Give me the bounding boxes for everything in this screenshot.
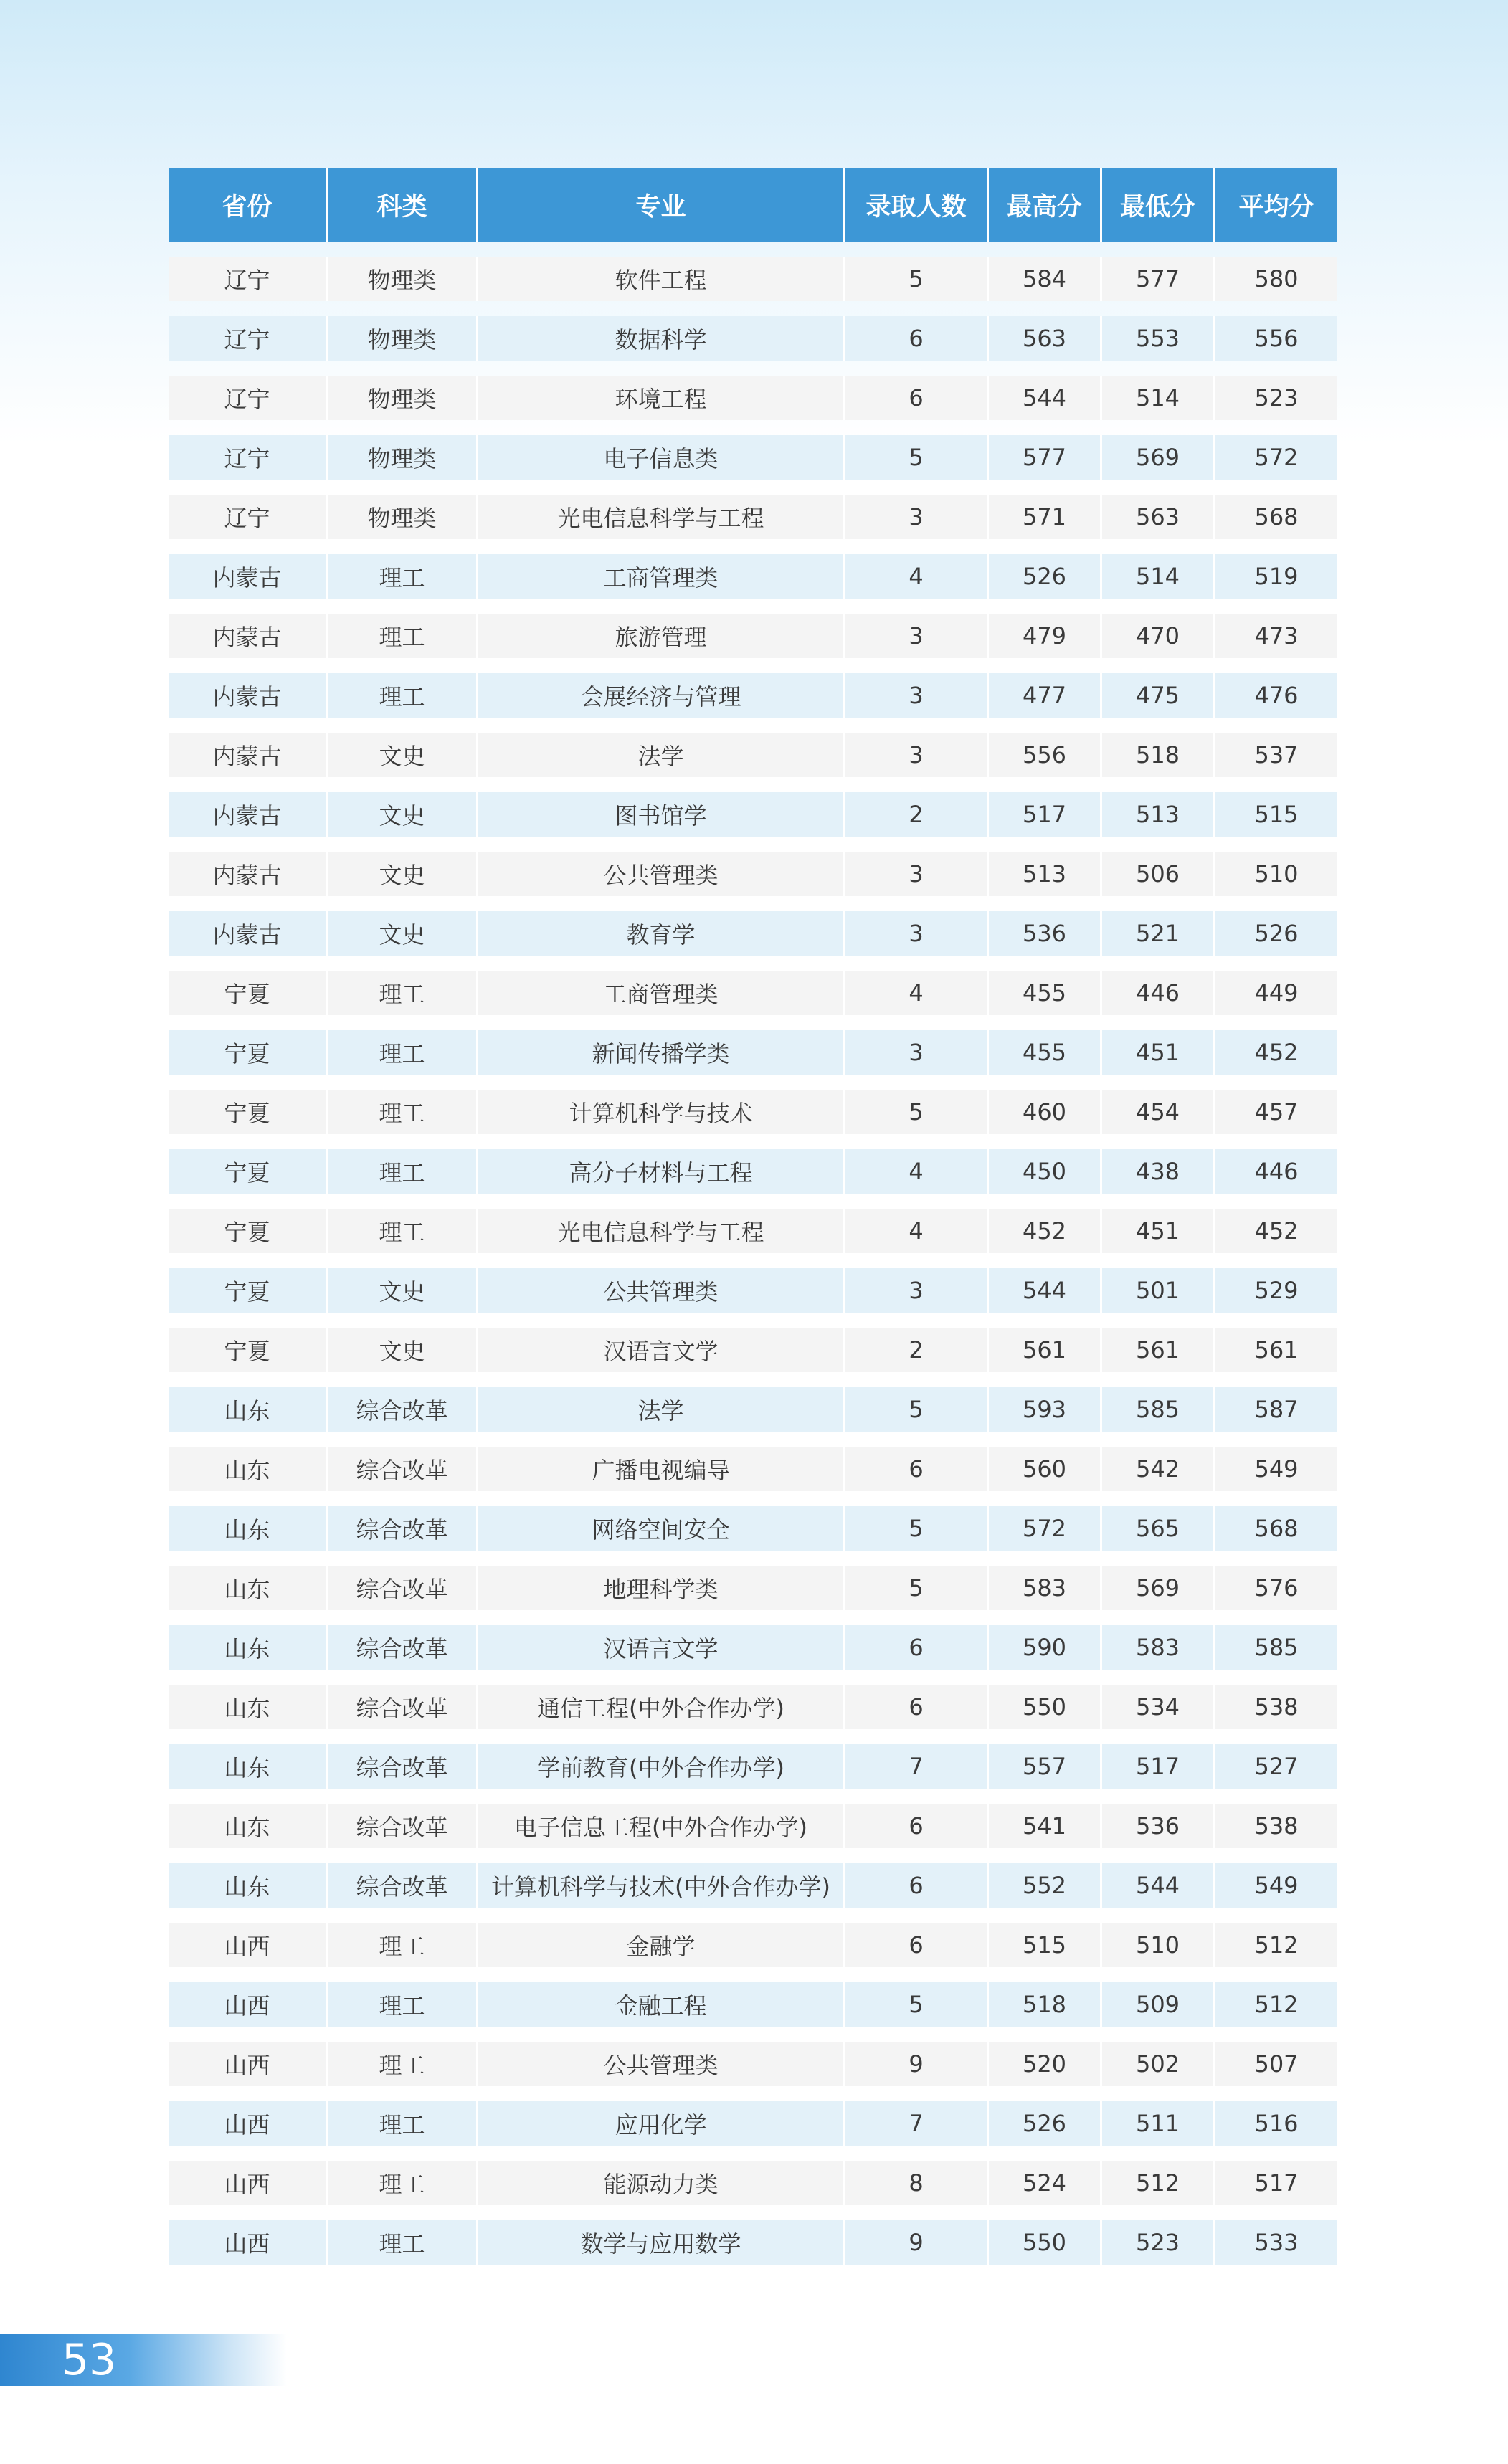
cell-major: 学前教育(中外合作办学): [478, 1744, 845, 1789]
cell-min-score: 438: [1102, 1149, 1215, 1194]
table-row: [169, 2220, 1337, 2265]
cell-avg-score: 516: [1215, 2101, 1337, 2146]
table-row: [169, 1744, 1337, 1789]
cell-category: 理工: [328, 2161, 478, 2205]
cell-admitted: 6: [845, 316, 989, 361]
cell-province: 宁夏: [169, 1030, 328, 1075]
cell-max-score: 520: [989, 2042, 1102, 2086]
cell-admitted: 5: [845, 1566, 989, 1610]
cell-max-score: 571: [989, 495, 1102, 539]
cell-min-score: 454: [1102, 1090, 1215, 1134]
cell-avg-score: 457: [1215, 1090, 1337, 1134]
cell-max-score: 536: [989, 911, 1102, 956]
cell-major: 计算机科学与技术(中外合作办学): [478, 1863, 845, 1908]
cell-avg-score: 587: [1215, 1387, 1337, 1432]
cell-category: 理工: [328, 971, 478, 1015]
table-row: [169, 1387, 1337, 1432]
cell-min-score: 523: [1102, 2220, 1215, 2265]
cell-province: 山西: [169, 2042, 328, 2086]
table-row: [169, 614, 1337, 658]
cell-avg-score: 549: [1215, 1447, 1337, 1491]
cell-max-score: 577: [989, 435, 1102, 480]
cell-admitted: 6: [845, 376, 989, 420]
cell-min-score: 510: [1102, 1923, 1215, 1967]
cell-min-score: 542: [1102, 1447, 1215, 1491]
cell-max-score: 515: [989, 1923, 1102, 1967]
cell-category: 物理类: [328, 316, 478, 361]
cell-avg-score: 523: [1215, 376, 1337, 420]
cell-category: 综合改革: [328, 1685, 478, 1729]
cell-category: 理工: [328, 2220, 478, 2265]
cell-avg-score: 515: [1215, 792, 1337, 837]
cell-admitted: 8: [845, 2161, 989, 2205]
cell-min-score: 451: [1102, 1030, 1215, 1075]
table-row: [169, 1447, 1337, 1491]
table-row: [169, 1804, 1337, 1848]
table-row: [169, 792, 1337, 837]
cell-avg-score: 507: [1215, 2042, 1337, 2086]
cell-province: 辽宁: [169, 435, 328, 480]
cell-major: 汉语言文学: [478, 1328, 845, 1372]
cell-avg-score: 512: [1215, 1982, 1337, 2027]
cell-max-score: 541: [989, 1804, 1102, 1848]
table-row: [169, 2101, 1337, 2146]
cell-avg-score: 549: [1215, 1863, 1337, 1908]
cell-avg-score: 585: [1215, 1625, 1337, 1670]
cell-admitted: 7: [845, 1744, 989, 1789]
admission-scores-table: [169, 168, 1337, 2265]
cell-major: 新闻传播学类: [478, 1030, 845, 1075]
cell-category: 理工: [328, 1149, 478, 1194]
cell-category: 文史: [328, 911, 478, 956]
cell-min-score: 514: [1102, 376, 1215, 420]
cell-category: 综合改革: [328, 1447, 478, 1491]
cell-province: 山东: [169, 1625, 328, 1670]
cell-major: 地理科学类: [478, 1566, 845, 1610]
table-row: [169, 1328, 1337, 1372]
cell-province: 山西: [169, 2220, 328, 2265]
table-row: [169, 1923, 1337, 1967]
cell-admitted: 3: [845, 911, 989, 956]
cell-min-score: 536: [1102, 1804, 1215, 1848]
cell-max-score: 584: [989, 257, 1102, 301]
cell-avg-score: 538: [1215, 1804, 1337, 1848]
cell-admitted: 5: [845, 435, 989, 480]
cell-admitted: 9: [845, 2042, 989, 2086]
cell-admitted: 9: [845, 2220, 989, 2265]
cell-major: 会展经济与管理: [478, 673, 845, 718]
cell-admitted: 4: [845, 971, 989, 1015]
cell-province: 山东: [169, 1804, 328, 1848]
cell-major: 网络空间安全: [478, 1506, 845, 1551]
cell-major: 光电信息科学与工程: [478, 1209, 845, 1253]
table-row: [169, 1268, 1337, 1313]
cell-admitted: 3: [845, 614, 989, 658]
table-row: [169, 1566, 1337, 1610]
cell-max-score: 550: [989, 2220, 1102, 2265]
cell-province: 山东: [169, 1566, 328, 1610]
table-row: [169, 2161, 1337, 2205]
cell-avg-score: 452: [1215, 1209, 1337, 1253]
cell-admitted: 3: [845, 1268, 989, 1313]
cell-province: 山东: [169, 1387, 328, 1432]
cell-min-score: 506: [1102, 852, 1215, 896]
cell-avg-score: 537: [1215, 733, 1337, 777]
cell-max-score: 550: [989, 1685, 1102, 1729]
cell-avg-score: 580: [1215, 257, 1337, 301]
cell-avg-score: 538: [1215, 1685, 1337, 1729]
cell-max-score: 544: [989, 376, 1102, 420]
cell-admitted: 3: [845, 495, 989, 539]
cell-category: 理工: [328, 673, 478, 718]
cell-category: 理工: [328, 554, 478, 599]
cell-avg-score: 519: [1215, 554, 1337, 599]
cell-min-score: 569: [1102, 435, 1215, 480]
cell-major: 金融工程: [478, 1982, 845, 2027]
cell-major: 应用化学: [478, 2101, 845, 2146]
cell-major: 数据科学: [478, 316, 845, 361]
table-row: [169, 733, 1337, 777]
cell-major: 公共管理类: [478, 852, 845, 896]
cell-admitted: 4: [845, 1149, 989, 1194]
cell-admitted: 5: [845, 1982, 989, 2027]
cell-max-score: 452: [989, 1209, 1102, 1253]
cell-admitted: 5: [845, 1387, 989, 1432]
cell-admitted: 6: [845, 1804, 989, 1848]
cell-min-score: 577: [1102, 257, 1215, 301]
cell-province: 宁夏: [169, 1149, 328, 1194]
cell-avg-score: 512: [1215, 1923, 1337, 1967]
cell-major: 软件工程: [478, 257, 845, 301]
cell-avg-score: 533: [1215, 2220, 1337, 2265]
cell-admitted: 7: [845, 2101, 989, 2146]
cell-avg-score: 568: [1215, 1506, 1337, 1551]
cell-min-score: 553: [1102, 316, 1215, 361]
cell-admitted: 3: [845, 673, 989, 718]
cell-province: 山东: [169, 1447, 328, 1491]
cell-province: 宁夏: [169, 971, 328, 1015]
cell-min-score: 585: [1102, 1387, 1215, 1432]
cell-avg-score: 446: [1215, 1149, 1337, 1194]
cell-avg-score: 473: [1215, 614, 1337, 658]
cell-max-score: 526: [989, 2101, 1102, 2146]
table-header: [169, 168, 1337, 242]
cell-province: 山东: [169, 1744, 328, 1789]
cell-max-score: 561: [989, 1328, 1102, 1372]
cell-min-score: 583: [1102, 1625, 1215, 1670]
cell-max-score: 455: [989, 971, 1102, 1015]
table-row: [169, 1506, 1337, 1551]
table-body: [169, 257, 1337, 2265]
cell-avg-score: 568: [1215, 495, 1337, 539]
cell-admitted: 3: [845, 1030, 989, 1075]
cell-category: 综合改革: [328, 1744, 478, 1789]
cell-province: 内蒙古: [169, 673, 328, 718]
cell-province: 山西: [169, 1923, 328, 1967]
cell-max-score: 563: [989, 316, 1102, 361]
cell-major: 旅游管理: [478, 614, 845, 658]
page-number: 53: [62, 2335, 117, 2385]
cell-category: 理工: [328, 614, 478, 658]
cell-category: 理工: [328, 1982, 478, 2027]
cell-province: 辽宁: [169, 316, 328, 361]
cell-avg-score: 476: [1215, 673, 1337, 718]
cell-max-score: 450: [989, 1149, 1102, 1194]
header-province: 省份: [169, 168, 328, 242]
header-category: 科类: [328, 168, 478, 242]
cell-avg-score: 556: [1215, 316, 1337, 361]
cell-max-score: 460: [989, 1090, 1102, 1134]
cell-max-score: 479: [989, 614, 1102, 658]
cell-max-score: 544: [989, 1268, 1102, 1313]
cell-category: 文史: [328, 852, 478, 896]
cell-major: 能源动力类: [478, 2161, 845, 2205]
header-min-score: 最低分: [1102, 168, 1215, 242]
cell-category: 物理类: [328, 495, 478, 539]
cell-major: 公共管理类: [478, 1268, 845, 1313]
cell-category: 物理类: [328, 376, 478, 420]
table-row: [169, 554, 1337, 599]
cell-min-score: 569: [1102, 1566, 1215, 1610]
cell-admitted: 2: [845, 1328, 989, 1372]
cell-major: 数学与应用数学: [478, 2220, 845, 2265]
cell-province: 内蒙古: [169, 852, 328, 896]
cell-max-score: 455: [989, 1030, 1102, 1075]
cell-admitted: 6: [845, 1685, 989, 1729]
cell-admitted: 3: [845, 852, 989, 896]
cell-avg-score: 561: [1215, 1328, 1337, 1372]
cell-province: 山东: [169, 1506, 328, 1551]
cell-major: 金融学: [478, 1923, 845, 1967]
cell-major: 电子信息工程(中外合作办学): [478, 1804, 845, 1848]
cell-avg-score: 452: [1215, 1030, 1337, 1075]
cell-max-score: 556: [989, 733, 1102, 777]
cell-category: 综合改革: [328, 1863, 478, 1908]
table-row: [169, 2042, 1337, 2086]
cell-province: 宁夏: [169, 1328, 328, 1372]
cell-min-score: 511: [1102, 2101, 1215, 2146]
cell-avg-score: 572: [1215, 435, 1337, 480]
cell-max-score: 513: [989, 852, 1102, 896]
cell-category: 物理类: [328, 435, 478, 480]
cell-admitted: 4: [845, 1209, 989, 1253]
cell-avg-score: 510: [1215, 852, 1337, 896]
cell-max-score: 560: [989, 1447, 1102, 1491]
cell-max-score: 557: [989, 1744, 1102, 1789]
cell-max-score: 572: [989, 1506, 1102, 1551]
table-row: [169, 852, 1337, 896]
cell-admitted: 5: [845, 257, 989, 301]
table-row: [169, 1685, 1337, 1729]
cell-min-score: 513: [1102, 792, 1215, 837]
cell-avg-score: 449: [1215, 971, 1337, 1015]
cell-avg-score: 529: [1215, 1268, 1337, 1313]
cell-min-score: 534: [1102, 1685, 1215, 1729]
cell-category: 文史: [328, 1328, 478, 1372]
table-row: [169, 1625, 1337, 1670]
cell-province: 内蒙古: [169, 911, 328, 956]
cell-avg-score: 576: [1215, 1566, 1337, 1610]
table-row: [169, 1030, 1337, 1075]
cell-category: 综合改革: [328, 1506, 478, 1551]
cell-province: 山西: [169, 2101, 328, 2146]
header-max-score: 最高分: [989, 168, 1102, 242]
header-admitted: 录取人数: [845, 168, 989, 242]
cell-major: 环境工程: [478, 376, 845, 420]
cell-province: 宁夏: [169, 1090, 328, 1134]
table-row: [169, 1863, 1337, 1908]
cell-admitted: 2: [845, 792, 989, 837]
cell-major: 法学: [478, 1387, 845, 1432]
cell-max-score: 477: [989, 673, 1102, 718]
cell-major: 广播电视编导: [478, 1447, 845, 1491]
cell-min-score: 521: [1102, 911, 1215, 956]
cell-min-score: 561: [1102, 1328, 1215, 1372]
cell-province: 内蒙古: [169, 733, 328, 777]
cell-category: 理工: [328, 2101, 478, 2146]
cell-avg-score: 526: [1215, 911, 1337, 956]
cell-max-score: 526: [989, 554, 1102, 599]
cell-major: 教育学: [478, 911, 845, 956]
cell-category: 综合改革: [328, 1387, 478, 1432]
cell-province: 宁夏: [169, 1209, 328, 1253]
cell-category: 理工: [328, 1090, 478, 1134]
cell-min-score: 563: [1102, 495, 1215, 539]
cell-avg-score: 527: [1215, 1744, 1337, 1789]
cell-min-score: 544: [1102, 1863, 1215, 1908]
cell-category: 理工: [328, 1923, 478, 1967]
table-row: [169, 495, 1337, 539]
cell-min-score: 446: [1102, 971, 1215, 1015]
cell-max-score: 517: [989, 792, 1102, 837]
cell-province: 内蒙古: [169, 792, 328, 837]
cell-category: 理工: [328, 2042, 478, 2086]
cell-min-score: 451: [1102, 1209, 1215, 1253]
cell-province: 山西: [169, 2161, 328, 2205]
cell-province: 内蒙古: [169, 614, 328, 658]
cell-province: 辽宁: [169, 495, 328, 539]
cell-admitted: 5: [845, 1506, 989, 1551]
cell-major: 高分子材料与工程: [478, 1149, 845, 1194]
table-row: [169, 435, 1337, 480]
cell-min-score: 509: [1102, 1982, 1215, 2027]
cell-category: 综合改革: [328, 1804, 478, 1848]
cell-max-score: 552: [989, 1863, 1102, 1908]
cell-min-score: 512: [1102, 2161, 1215, 2205]
cell-category: 物理类: [328, 257, 478, 301]
cell-category: 理工: [328, 1030, 478, 1075]
cell-min-score: 518: [1102, 733, 1215, 777]
cell-min-score: 517: [1102, 1744, 1215, 1789]
cell-province: 山西: [169, 1982, 328, 2027]
table-row: [169, 673, 1337, 718]
cell-major: 公共管理类: [478, 2042, 845, 2086]
cell-province: 山东: [169, 1685, 328, 1729]
table-row: [169, 316, 1337, 361]
cell-min-score: 501: [1102, 1268, 1215, 1313]
table-row: [169, 257, 1337, 301]
cell-category: 理工: [328, 1209, 478, 1253]
cell-admitted: 4: [845, 554, 989, 599]
table-row: [169, 1149, 1337, 1194]
cell-province: 山东: [169, 1863, 328, 1908]
table-row: [169, 1209, 1337, 1253]
header-avg-score: 平均分: [1215, 168, 1337, 242]
table-row: [169, 971, 1337, 1015]
cell-category: 文史: [328, 792, 478, 837]
cell-min-score: 502: [1102, 2042, 1215, 2086]
table-row: [169, 376, 1337, 420]
cell-max-score: 583: [989, 1566, 1102, 1610]
cell-major: 图书馆学: [478, 792, 845, 837]
table-row: [169, 1090, 1337, 1134]
cell-min-score: 475: [1102, 673, 1215, 718]
cell-admitted: 6: [845, 1923, 989, 1967]
cell-admitted: 3: [845, 733, 989, 777]
cell-major: 法学: [478, 733, 845, 777]
cell-province: 内蒙古: [169, 554, 328, 599]
cell-category: 文史: [328, 1268, 478, 1313]
cell-major: 电子信息类: [478, 435, 845, 480]
page-number-bar: [0, 2334, 287, 2386]
cell-province: 辽宁: [169, 376, 328, 420]
table-row: [169, 911, 1337, 956]
cell-avg-score: 517: [1215, 2161, 1337, 2205]
cell-max-score: 518: [989, 1982, 1102, 2027]
cell-max-score: 590: [989, 1625, 1102, 1670]
cell-min-score: 514: [1102, 554, 1215, 599]
cell-admitted: 6: [845, 1625, 989, 1670]
cell-admitted: 6: [845, 1447, 989, 1491]
cell-province: 宁夏: [169, 1268, 328, 1313]
table-row: [169, 1982, 1337, 2027]
cell-max-score: 524: [989, 2161, 1102, 2205]
cell-min-score: 470: [1102, 614, 1215, 658]
cell-major: 工商管理类: [478, 554, 845, 599]
cell-major: 工商管理类: [478, 971, 845, 1015]
cell-category: 文史: [328, 733, 478, 777]
cell-admitted: 6: [845, 1863, 989, 1908]
cell-province: 辽宁: [169, 257, 328, 301]
cell-major: 汉语言文学: [478, 1625, 845, 1670]
cell-major: 光电信息科学与工程: [478, 495, 845, 539]
cell-max-score: 593: [989, 1387, 1102, 1432]
header-major: 专业: [478, 168, 845, 242]
cell-category: 综合改革: [328, 1625, 478, 1670]
cell-major: 通信工程(中外合作办学): [478, 1685, 845, 1729]
cell-admitted: 5: [845, 1090, 989, 1134]
cell-category: 综合改革: [328, 1566, 478, 1610]
cell-min-score: 565: [1102, 1506, 1215, 1551]
cell-major: 计算机科学与技术: [478, 1090, 845, 1134]
